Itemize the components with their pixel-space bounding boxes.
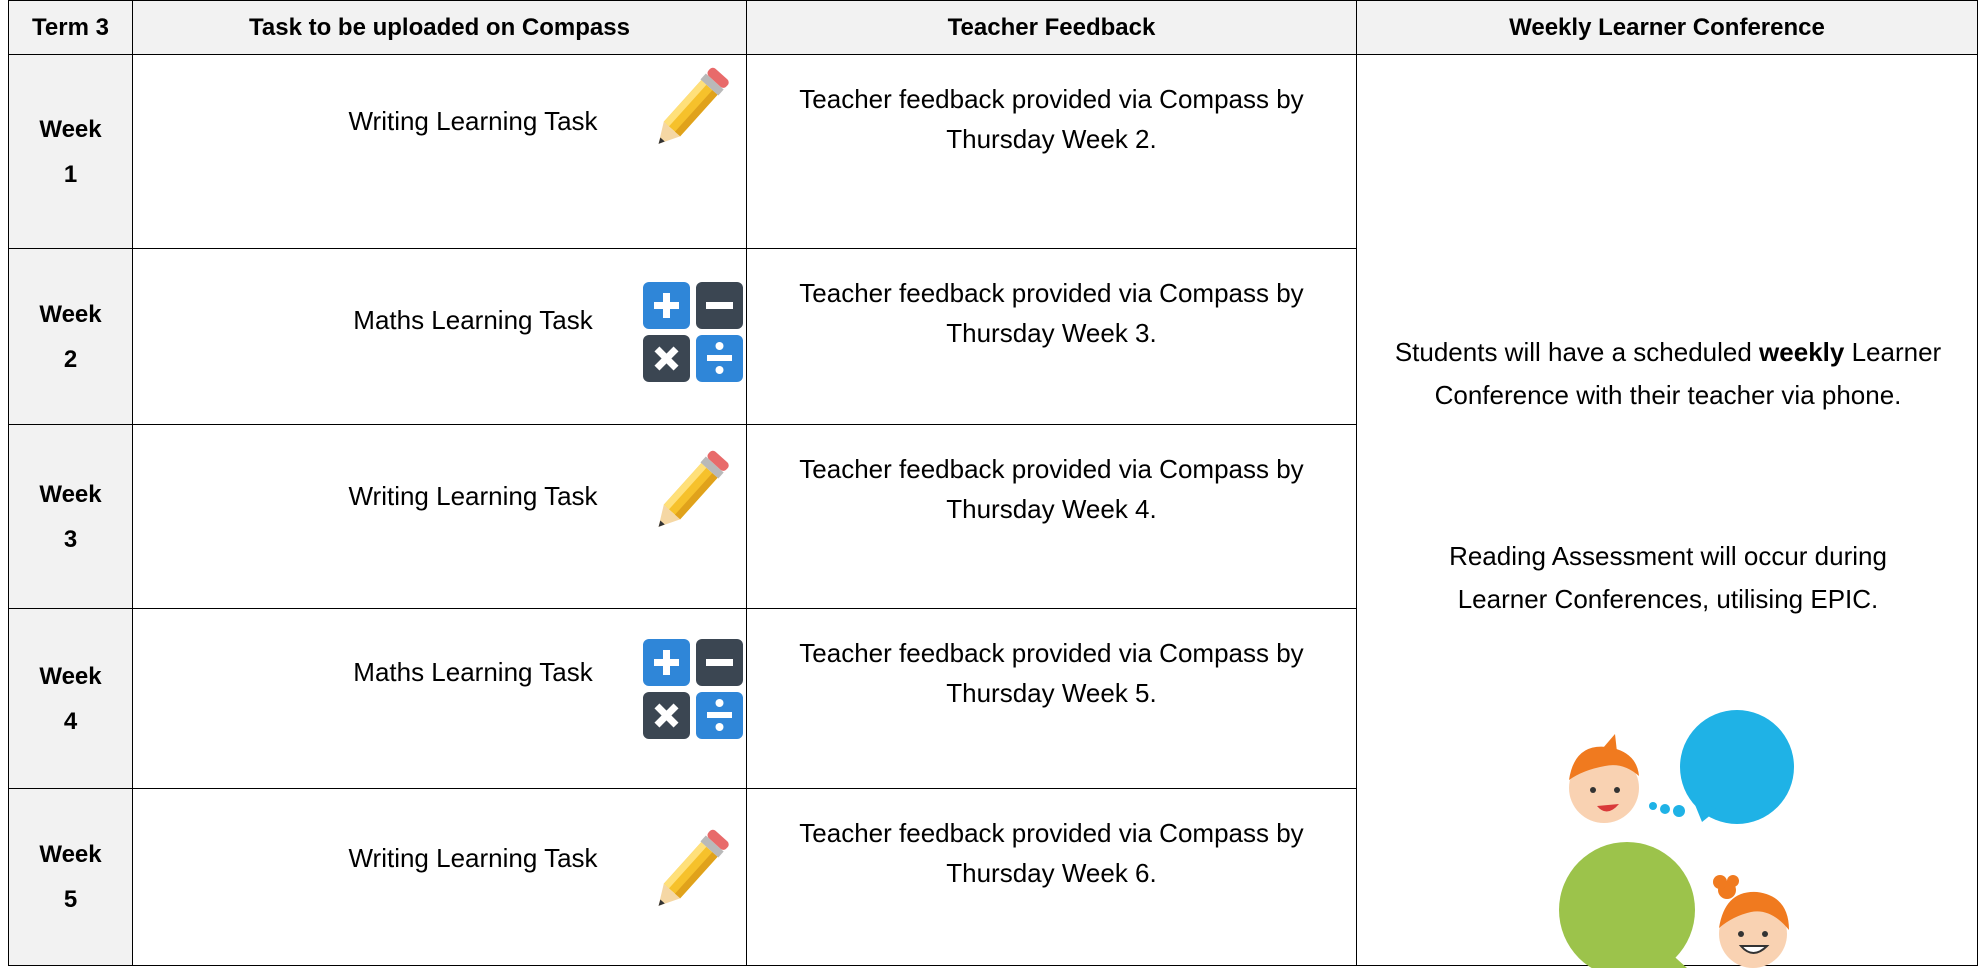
feedback-line2: Thursday Week 5.: [946, 678, 1157, 708]
week-number: 3: [63, 525, 78, 553]
task-label: Writing Learning Task: [348, 843, 598, 873]
week-label: Week: [39, 115, 102, 143]
task-label: Maths Learning Task: [353, 305, 593, 335]
header-term: Term 3: [8, 0, 133, 55]
week-cell: [8, 54, 133, 249]
week-cell: [8, 788, 133, 966]
pencil-icon: [641, 60, 739, 158]
week-cell: [8, 608, 133, 789]
week-label: Week: [39, 300, 102, 328]
week-number: 2: [63, 345, 78, 373]
conference-cell: [1356, 54, 1978, 966]
week-cell: [8, 248, 133, 425]
pencil-icon: [641, 822, 739, 920]
task-label: Writing Learning Task: [348, 481, 598, 511]
week-label: Week: [39, 662, 102, 690]
task-cell: [132, 424, 747, 609]
feedback-line1: Teacher feedback provided via Compass by: [799, 84, 1304, 114]
header-feedback: Teacher Feedback: [746, 0, 1357, 55]
feedback-line1: Teacher feedback provided via Compass by: [799, 638, 1304, 668]
feedback-line2: Thursday Week 3.: [946, 318, 1157, 348]
task-label: Maths Learning Task: [353, 657, 593, 687]
feedback-line1: Teacher feedback provided via Compass by: [799, 454, 1304, 484]
task-cell: [132, 788, 747, 966]
pencil-icon: [641, 443, 739, 541]
week-label: Week: [39, 841, 102, 868]
feedback-line2: Thursday Week 4.: [946, 494, 1157, 524]
feedback-line2: Thursday Week 6.: [946, 858, 1157, 888]
week-label: Week: [39, 480, 102, 508]
feedback-cell: [746, 248, 1357, 425]
feedback-cell: [746, 424, 1357, 609]
math-operators-icon: [643, 639, 745, 741]
week-number: 4: [63, 707, 78, 735]
week-number: 5: [63, 886, 78, 913]
header-task: Task to be uploaded on Compass: [132, 0, 747, 55]
feedback-line1: Teacher feedback provided via Compass by: [799, 818, 1304, 848]
math-operators-icon: [643, 282, 745, 384]
task-cell: [132, 248, 747, 425]
conference-paragraph-2: Reading Assessment will occur during Learner Conferences, utilising EPIC.: [1449, 541, 1887, 614]
week-cell: [8, 424, 133, 609]
feedback-cell: [746, 54, 1357, 249]
task-label: Writing Learning Task: [348, 106, 598, 136]
feedback-cell: [746, 788, 1357, 966]
children-talking-speech-bubbles-icon: [1557, 710, 1817, 968]
feedback-line1: Teacher feedback provided via Compass by: [799, 278, 1304, 308]
feedback-line2: Thursday Week 2.: [946, 124, 1157, 154]
task-cell: [132, 608, 747, 789]
conference-paragraph-1: Students will have a scheduled weekly Learner Conference with their teacher via phone.: [1394, 337, 1942, 410]
header-conference: Weekly Learner Conference: [1356, 0, 1978, 55]
week-number: 1: [63, 160, 78, 188]
feedback-cell: [746, 608, 1357, 789]
task-cell: [132, 54, 747, 249]
